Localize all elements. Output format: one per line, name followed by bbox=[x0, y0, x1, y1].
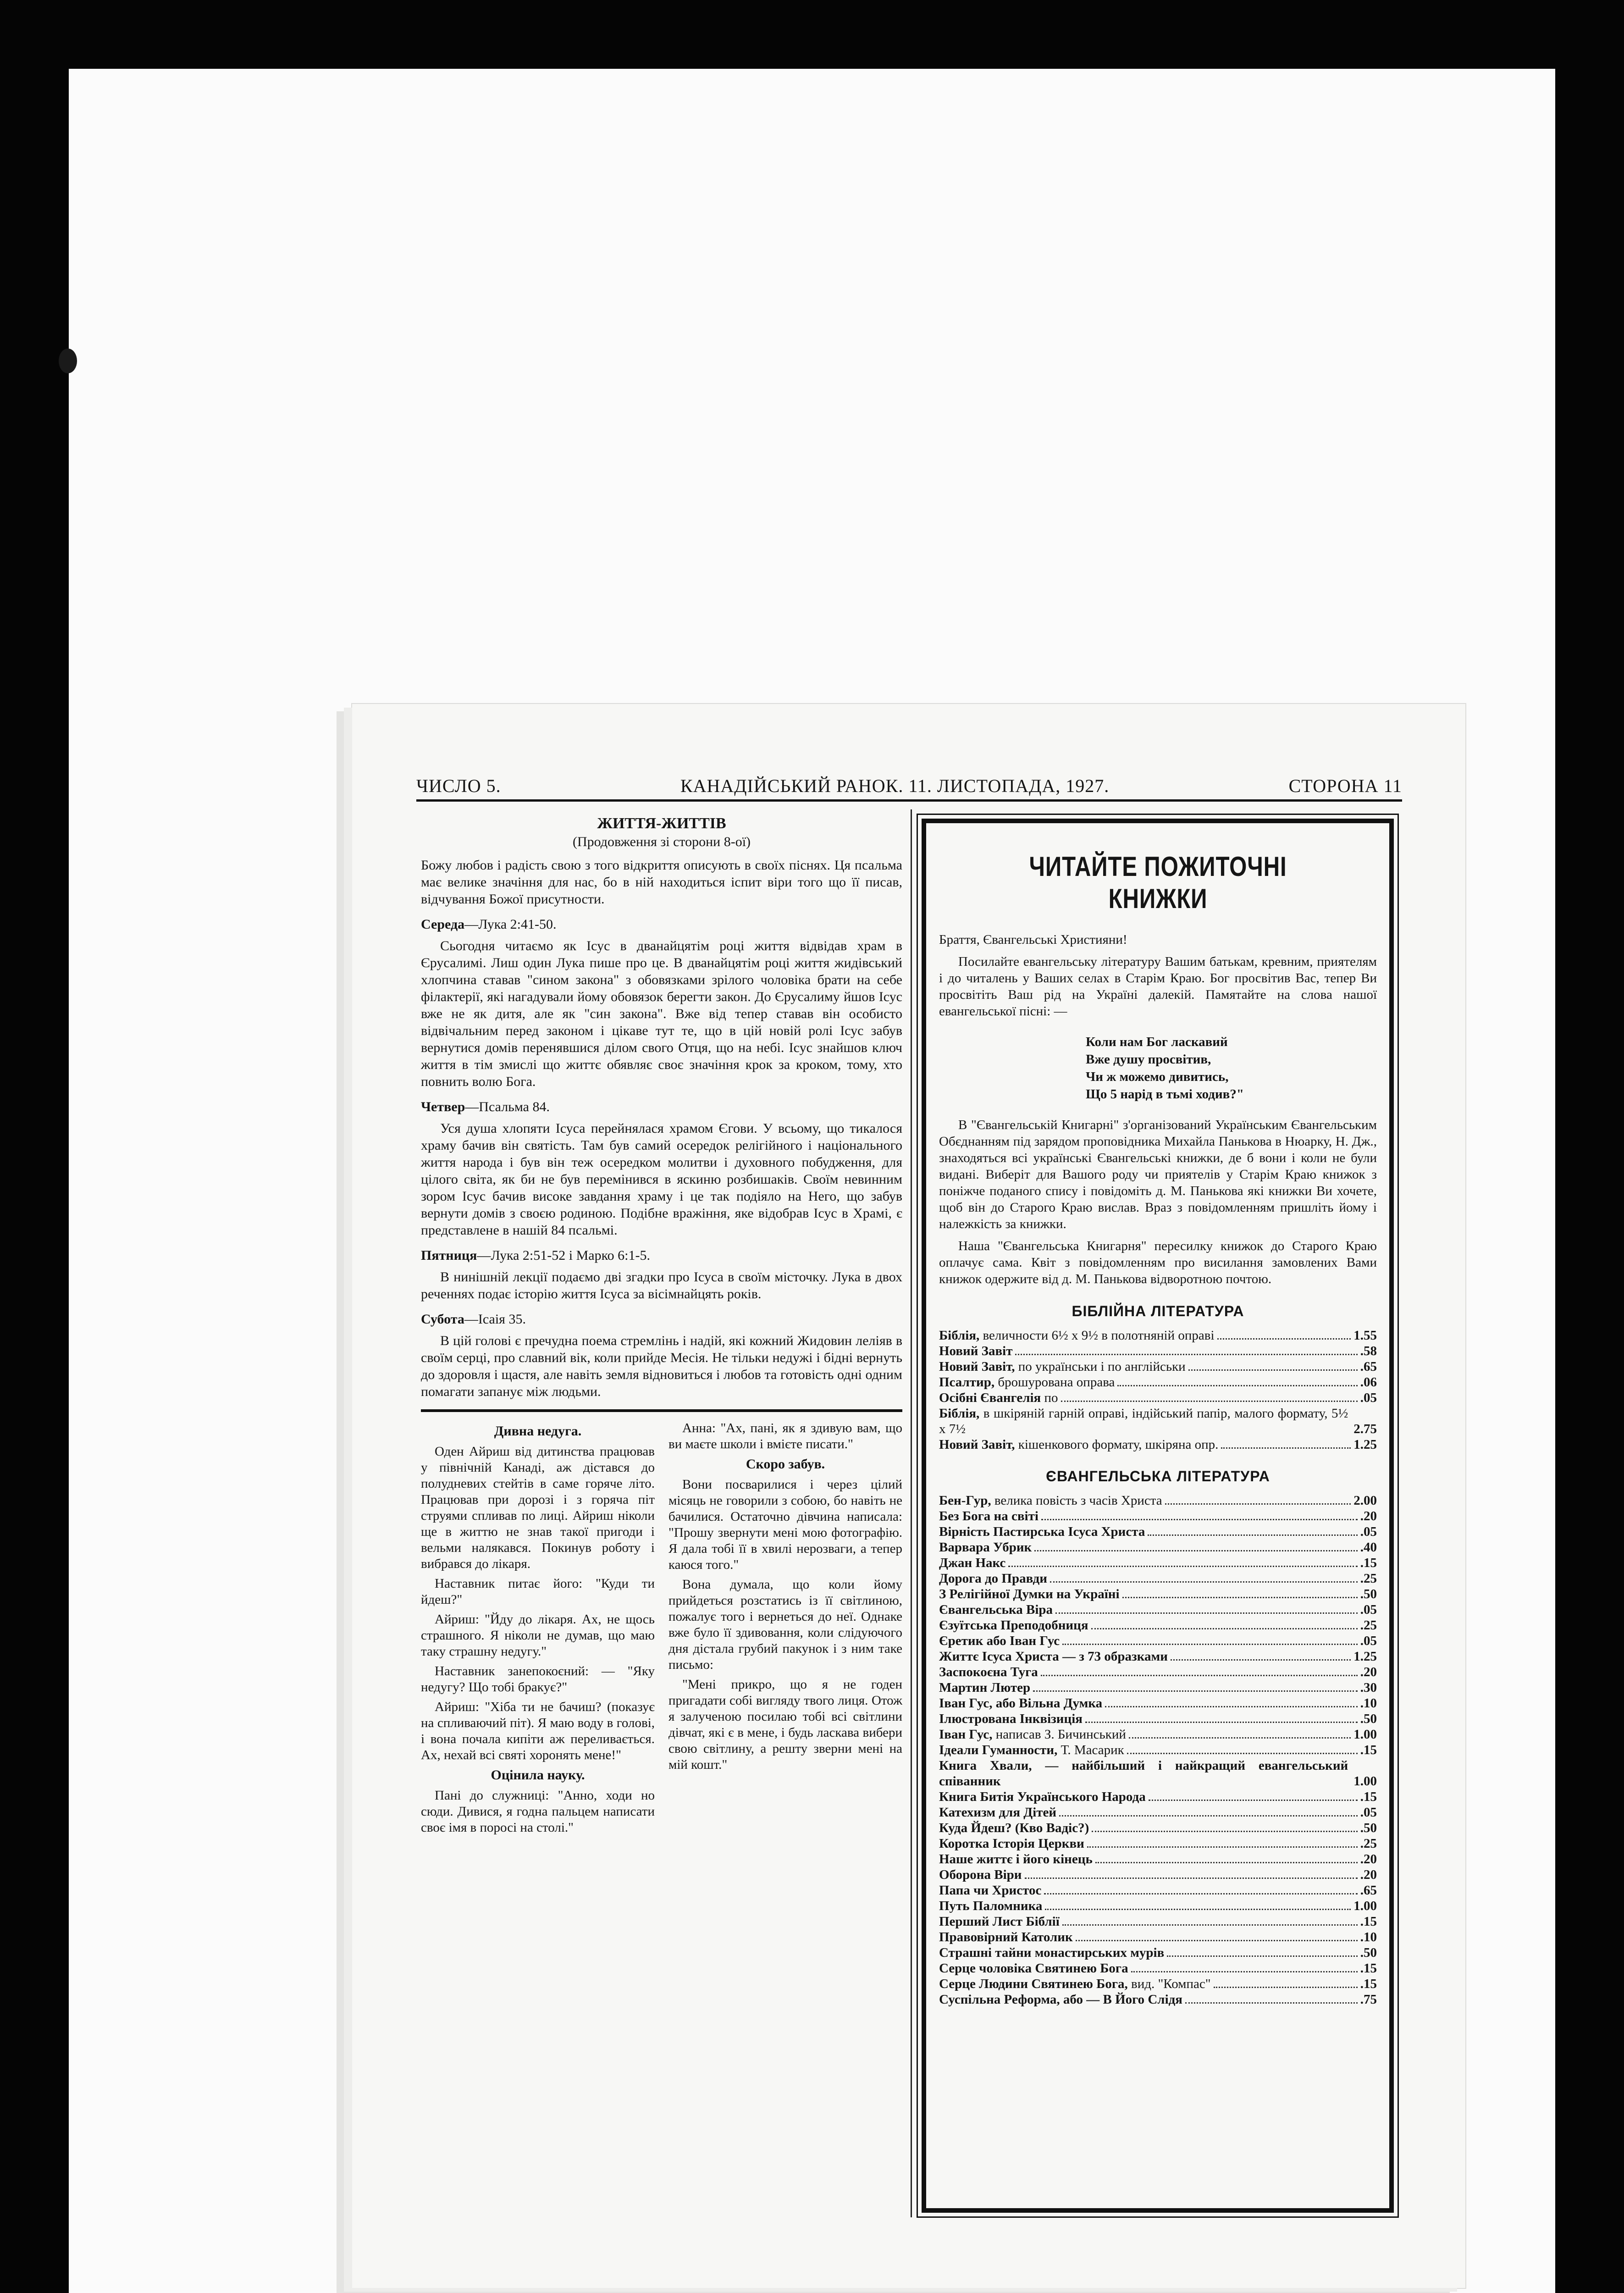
dot-leader bbox=[1062, 1924, 1358, 1926]
masthead-title: КАНАДІЙСЬКИЙ РАНОК. 11. ЛИСТОПАДА, 1927. bbox=[680, 775, 1110, 796]
book-list-item bbox=[939, 1851, 1377, 1867]
book-list-item bbox=[939, 1602, 1377, 1617]
book-price: .25 bbox=[1360, 1618, 1377, 1633]
hymn-line: Чи ж можемо дивитись, bbox=[1086, 1069, 1229, 1084]
book-title: Книга Хвали, — найбільший і найкращий евангельський співанник bbox=[939, 1758, 1348, 1789]
book-price: 1.25 bbox=[1353, 1649, 1377, 1664]
book-list-item bbox=[939, 1742, 1377, 1758]
dot-leader bbox=[1092, 1831, 1358, 1832]
dot-leader bbox=[1148, 1534, 1357, 1536]
book-price: .65 bbox=[1360, 1359, 1377, 1374]
dot-leader bbox=[1034, 1550, 1358, 1551]
book-title: Біблія, величности 6½ х 9½ в полотняній оправі bbox=[939, 1328, 1215, 1343]
book-title: Біблія, в шкіряній гарній оправі, індійський папір, малого формату, 5½ х 7½ bbox=[939, 1406, 1348, 1436]
book-list-item bbox=[939, 1976, 1377, 1992]
book-list-item bbox=[939, 1789, 1377, 1805]
book-title: Новий Завіт, по українськи і по англійськи bbox=[939, 1359, 1186, 1374]
book-price: .50 bbox=[1360, 1711, 1377, 1726]
book-price: .65 bbox=[1360, 1883, 1377, 1898]
dot-leader bbox=[1076, 1940, 1358, 1941]
book-list-item bbox=[939, 1571, 1377, 1586]
dot-leader bbox=[1061, 1401, 1358, 1402]
dot-leader bbox=[1062, 1644, 1358, 1645]
book-list-item bbox=[939, 1961, 1377, 1976]
book-price: .15 bbox=[1360, 1961, 1377, 1976]
newspaper-page bbox=[352, 704, 1465, 2288]
article-subtitle: (Продовження зі сторони 8-ої) bbox=[572, 834, 751, 849]
book-title: Папа чи Христос bbox=[939, 1883, 1042, 1898]
hymn-line: Що 5 нарід в тьмі ходив?" bbox=[1086, 1087, 1244, 1102]
joke-paragraph: Пані до служниці: "Анно, ходи но сюди. Дивися, я годна пальцем написати своє імя в поросі на столі." bbox=[421, 1788, 655, 1835]
microfilm-frame bbox=[69, 69, 1555, 2293]
book-title: Книга Битія Українського Народа bbox=[939, 1789, 1146, 1804]
book-list-item bbox=[939, 1820, 1377, 1836]
book-price: .25 bbox=[1360, 1571, 1377, 1586]
book-title: Іван Гус, написав З. Бичинський bbox=[939, 1727, 1126, 1742]
jokes-column-1 bbox=[421, 1420, 655, 1839]
book-list-item bbox=[939, 1374, 1377, 1390]
book-title: Серце Людини Святинею Бога, вид. "Компас" bbox=[939, 1977, 1211, 1991]
joke-title: Скоро забув. bbox=[746, 1457, 825, 1472]
dot-leader bbox=[1091, 1628, 1358, 1629]
issue-number: ЧИСЛО 5. bbox=[416, 775, 501, 796]
book-list-item bbox=[939, 1680, 1377, 1695]
dot-leader bbox=[1105, 1706, 1358, 1707]
bible-literature-heading: БІБЛІЙНА ЛІТЕРАТУРА bbox=[1072, 1303, 1244, 1319]
book-title: Варвара Убрик bbox=[939, 1540, 1032, 1555]
book-price: .25 bbox=[1360, 1836, 1377, 1851]
book-price: .05 bbox=[1360, 1602, 1377, 1617]
hymn-line: Вже душу просвітив, bbox=[1086, 1052, 1211, 1067]
day-text-friday: В нинішній лекції подаємо дві згадки про Ісуса в своїм місточку. Лука в двох реченнях подає історію життя Ісуса за вісімнайцять років. bbox=[421, 1269, 902, 1302]
book-list-item bbox=[939, 1437, 1377, 1452]
book-title: Єзуїтська Преподобниця bbox=[939, 1618, 1088, 1633]
dot-leader bbox=[1165, 1503, 1351, 1505]
ad-greeting: Браття, Євангельські Християни! bbox=[939, 932, 1127, 947]
book-title: Правовірний Католик bbox=[939, 1930, 1073, 1944]
joke-paragraph: Наставник питає його: "Куди ти йдеш?" bbox=[421, 1576, 655, 1607]
book-list-item bbox=[939, 1633, 1377, 1649]
book-title: Наше життє і його кінець bbox=[939, 1852, 1093, 1867]
book-list-item bbox=[939, 1883, 1377, 1898]
book-list-item bbox=[939, 1508, 1377, 1524]
book-price: .50 bbox=[1360, 1821, 1377, 1835]
book-list-item bbox=[939, 1805, 1377, 1820]
dot-leader bbox=[1131, 1971, 1358, 1972]
page-number: СТОРОНА 11 bbox=[1288, 775, 1402, 796]
book-title: Без Бога на світі bbox=[939, 1509, 1038, 1523]
book-list-item bbox=[939, 1867, 1377, 1883]
book-list-item bbox=[939, 1617, 1377, 1633]
book-title: Перший Лист Біблії bbox=[939, 1914, 1060, 1929]
book-title: Серце чоловіка Святинею Бога bbox=[939, 1961, 1128, 1976]
book-title: Коротка Історія Церкви bbox=[939, 1836, 1084, 1851]
book-title: Євангельська Віра bbox=[939, 1602, 1053, 1617]
book-list-item bbox=[939, 1328, 1377, 1343]
joke-paragraph: Вона думала, що коли йому прийдеться розстатись із її світлиною, пожалує того і вернеться до неї. Однаке вже було її здивовання, коли слідуючого дня дістала грубий пакунок і з ним таке письмо: bbox=[668, 1577, 902, 1672]
book-title: Іван Гус, або Вільна Думка bbox=[939, 1696, 1103, 1711]
book-list-item bbox=[939, 1929, 1377, 1945]
joke-paragraph: Айриш: "Хіба ти не бачиш? (показує на спливаючий піт). Я маю воду в голові, і вона почала кипіти аж переливається. Ах, нехай всі святі хоронять мене!" bbox=[421, 1700, 655, 1762]
section-divider bbox=[421, 1409, 902, 1412]
book-list-item bbox=[939, 1390, 1377, 1406]
book-title: Новий Завіт bbox=[939, 1344, 1013, 1358]
book-list-item bbox=[939, 1664, 1377, 1680]
dot-leader bbox=[1041, 1675, 1358, 1676]
dot-leader bbox=[1045, 1909, 1351, 1910]
dot-leader bbox=[1217, 1338, 1351, 1340]
evangelical-literature-heading: ЄВАНГЕЛЬСЬКА ЛІТЕРАТУРА bbox=[1046, 1468, 1270, 1484]
book-price: .30 bbox=[1360, 1680, 1377, 1695]
dot-leader bbox=[1041, 1519, 1358, 1520]
column-rule bbox=[911, 809, 912, 2217]
book-price: .10 bbox=[1360, 1696, 1377, 1711]
book-price: .20 bbox=[1360, 1867, 1377, 1882]
book-title: Осібні Євангелія по bbox=[939, 1390, 1058, 1405]
book-title: Куда Йдеш? (Кво Вадіс?) bbox=[939, 1821, 1089, 1835]
book-title: Джан Накс bbox=[939, 1556, 1006, 1570]
dot-leader bbox=[1059, 1815, 1358, 1817]
dot-leader bbox=[1185, 2002, 1358, 2004]
book-price: .15 bbox=[1360, 1977, 1377, 1991]
book-price: .50 bbox=[1360, 1945, 1377, 1960]
dot-leader bbox=[1085, 1722, 1358, 1723]
book-price: .20 bbox=[1360, 1509, 1377, 1523]
dot-leader bbox=[1050, 1581, 1358, 1583]
article-title: ЖИТТЯ-ЖИТТІВ bbox=[597, 815, 726, 832]
book-price: .10 bbox=[1360, 1930, 1377, 1944]
book-title: Заспокоєна Туга bbox=[939, 1665, 1038, 1679]
book-price: 1.00 bbox=[1353, 1727, 1377, 1742]
day-heading-wednesday: Середа—Лука 2:41-50. bbox=[421, 917, 557, 932]
book-title: Катехизм для Дітей bbox=[939, 1805, 1057, 1820]
dot-leader bbox=[1025, 1878, 1358, 1879]
dot-leader bbox=[1167, 1955, 1357, 1957]
book-price: .15 bbox=[1360, 1556, 1377, 1570]
book-list-item bbox=[939, 1649, 1377, 1664]
day-text-wednesday: Сьогодня читаємо як Ісус в дванайцятім році життя відвідав храм в Єрусалимі. Лиш один Лука пише про це. В дванайцятім році життя жидівський хлопчина ставав "сином закона" з обовязками зрілого чоловіка брати на себе філактерії, які нагадували йому обовязок берегти закон. До Єрусалиму йшов Ісус вже не як дитя, але як "син закона". Вже від тепер ставав він особисто відвічальним перед законом і цікаве тут те, що в цій новій ролі Ісус забув вернутися домів перенявшися ділом свого Отця, що на небі. Ісус знайшов ключ життя в тім змислі що життє обявляє своє значіння крок за кроком, тому, хто повнить волю Бога. bbox=[421, 938, 902, 1089]
book-list-item bbox=[939, 1727, 1377, 1742]
ad-paragraph: В "Євангельській Книгарні" з'організований Українським Євангельським Обєднанням під зарядом проповідника Михайла Панькова в Нюарку, Н. Дж., знаходяться всі українські Євангельські книжки, де б вони і коли не були видані. Виберіт для Вашого роду чи приятелів у Старім Краю книжок з поніжче поданого спису і повідоміть д. М. Панькова які книжки Ви хочете, щоб він до Старого Краю вислав. Враз з повідомленням пришліть йому і належкість за книжки. bbox=[939, 1118, 1377, 1231]
book-title: Суспільна Реформа, або — В Його Слідя bbox=[939, 1992, 1182, 2007]
book-title: Псалтир, брошурована оправа bbox=[939, 1375, 1115, 1390]
book-price: .50 bbox=[1360, 1587, 1377, 1601]
book-title: Життє Ісуса Христа — з 73 образками bbox=[939, 1649, 1168, 1664]
joke-paragraph: Оден Айриш від дитинства працював у північній Канаді, аж дістався до полудневих стейтів в саме горяче літо. Працював при дорозі і з горяча піт струями спливав по лиці. Айриш ніколи ще в життю не знав такої пригоди і вельми налякався. Покинув роботу і вибрався до лікаря. bbox=[421, 1444, 655, 1571]
dot-leader bbox=[1008, 1566, 1357, 1567]
book-price: .05 bbox=[1360, 1390, 1377, 1405]
book-price: .20 bbox=[1360, 1665, 1377, 1679]
jokes-column-2 bbox=[668, 1420, 902, 1839]
day-text-saturday: В цій голові є пречудна поема стремлінь і надій, які кожний Жидовин леліяв в своїм серці, про славний вік, коли прийде Месія. Не тільки недужі і бідні вернуть до здоровля і щастя, але навіть земля відновиться і любов та готовість одні одним помагати запанує між людьми. bbox=[421, 1333, 902, 1399]
dot-leader bbox=[1127, 1753, 1358, 1754]
book-title: Страшні тайни монастирських мурів bbox=[939, 1945, 1165, 1960]
joke-paragraph: Вони посварилися і через цілий місяць не говорили з собою, бо навіть не бачилися. Остаточно дівчина написала: "Прошу звернути мені мою фотографію. Я дала тобі її в хвилі нерозваги, а тепер каюся того." bbox=[668, 1477, 902, 1572]
book-price: .05 bbox=[1360, 1524, 1377, 1539]
dot-leader bbox=[1214, 1987, 1358, 1988]
book-title: З Релігійної Думки на Україні bbox=[939, 1587, 1120, 1601]
ad-paragraph: Посилайте евангельську літературу Вашим батькам, кревним, приятелям і до читалень у Ваших селах в Старім Краю. Бог просвітив Вас, тепер Ви просвітіть Ваш рід на Україні далекій. Памятайте на слова нашої евангельської пісні: — bbox=[939, 954, 1377, 1019]
advertisement-content bbox=[939, 842, 1377, 2007]
book-price: 1.25 bbox=[1353, 1437, 1377, 1452]
dot-leader bbox=[1221, 1447, 1351, 1449]
bookstore-advertisement bbox=[922, 819, 1394, 2213]
joke-paragraph: Анна: "Ах, пані, як я здивую вам, що ви маєте школи і вмієте писати." bbox=[668, 1421, 902, 1451]
book-list-item bbox=[939, 1711, 1377, 1727]
film-scratch bbox=[59, 349, 77, 373]
book-title: Бен-Гур, велика повість з часів Христа bbox=[939, 1493, 1162, 1508]
dot-leader bbox=[1122, 1597, 1358, 1598]
book-list-item bbox=[939, 1992, 1377, 2007]
book-list-item bbox=[939, 1343, 1377, 1359]
book-list-item bbox=[939, 1524, 1377, 1540]
book-list-item bbox=[939, 1914, 1377, 1929]
dot-leader bbox=[1055, 1612, 1358, 1614]
book-list-item bbox=[939, 1898, 1377, 1914]
day-text-thursday: Уся душа хлопяти Ісуса перейнялася храмом Єгови. У всьому, що тикалося храму бачив він святість. Там був самий осередок релігійного і національного життя народа і був він теж осередком молитви і духовного побудження, для цілого світа, як би не був перемінився в яскиню розбишаків. Своїм невинним зором Ісус бачив високе завдання храму і це так подіяло на Него, що забув вернути домів з своєю родиною. Подібне вражіння, яке відобрав Ісус в Храмі, є представлене в нашій 84 псальмі. bbox=[421, 1121, 902, 1238]
book-price: .75 bbox=[1360, 1992, 1377, 2007]
day-heading-friday: Пятниця—Лука 2:51-52 і Марко 6:1-5. bbox=[421, 1248, 650, 1263]
dot-leader bbox=[1033, 1690, 1358, 1692]
book-list-item bbox=[939, 1945, 1377, 1961]
header-rule bbox=[416, 799, 1402, 802]
hymn-quote bbox=[1086, 1033, 1377, 1103]
day-heading-saturday: Субота—Ісаія 35. bbox=[421, 1312, 526, 1327]
book-title: Єретик або Іван Гус bbox=[939, 1634, 1060, 1648]
book-list-item bbox=[939, 1586, 1377, 1602]
joke-paragraph: Айриш: "Йду до лікаря. Ах, не щось страшного. Я ніколи не думав, що маю таку страшну недугу." bbox=[421, 1612, 655, 1659]
dot-leader bbox=[1117, 1385, 1357, 1386]
book-price: .06 bbox=[1360, 1375, 1377, 1390]
book-price: .05 bbox=[1360, 1634, 1377, 1648]
jokes-section bbox=[421, 1420, 902, 1839]
book-price: 1.00 bbox=[1353, 1899, 1377, 1913]
book-title: Новий Завіт, кішенкового формату, шкіряна опр. bbox=[939, 1437, 1219, 1452]
book-title: Оборона Віри bbox=[939, 1867, 1022, 1882]
book-list-item bbox=[939, 1540, 1377, 1555]
dot-leader bbox=[1171, 1659, 1351, 1661]
book-list-item bbox=[939, 1695, 1377, 1711]
book-list-item bbox=[939, 1493, 1377, 1508]
book-list-item bbox=[939, 1406, 1377, 1437]
book-title: Путь Паломника bbox=[939, 1899, 1043, 1913]
book-price: .20 bbox=[1360, 1852, 1377, 1867]
book-price: .15 bbox=[1360, 1914, 1377, 1929]
dot-leader bbox=[1129, 1737, 1351, 1739]
book-list-item bbox=[939, 1555, 1377, 1571]
day-heading-thursday: Четвер—Псальма 84. bbox=[421, 1099, 550, 1114]
book-title: Ілюстрована Інквізиція bbox=[939, 1711, 1083, 1726]
book-price: .15 bbox=[1360, 1789, 1377, 1804]
book-price: .58 bbox=[1360, 1344, 1377, 1358]
dot-leader bbox=[1149, 1800, 1358, 1801]
page-header bbox=[416, 768, 1402, 797]
book-title: Ідеали Гуманности, Т. Масарик bbox=[939, 1743, 1124, 1757]
joke-title: Оцінила науку. bbox=[491, 1767, 585, 1783]
book-list-item bbox=[939, 1758, 1377, 1789]
article-intro: Божу любов і радість свою з того відкриття описують в своїх піснях. Ця псальма має велике значіння для нас, бо в ній находиться іспит віри того що її писав, відчування Божої присутности. bbox=[421, 858, 902, 907]
left-column bbox=[421, 814, 902, 1839]
book-price: 2.75 bbox=[1353, 1422, 1377, 1436]
dot-leader bbox=[1015, 1354, 1357, 1355]
dot-leader bbox=[1188, 1369, 1358, 1371]
joke-paragraph: "Мені прикро, що я не годен пригадати собі вигляду твого лиця. Отож я залученою посилаю тобі всі світлини дівчат, які є в мене, і будь ласкава вибери свою світлину, а решту зверни мені на мій кошт." bbox=[668, 1677, 902, 1772]
advertisement-title: ЧИТАЙТЕ ПОЖИТОЧНІ КНИЖКИ bbox=[1029, 851, 1287, 914]
joke-title: Дивна недуга. bbox=[494, 1423, 582, 1439]
book-title: Мартин Лютер bbox=[939, 1680, 1031, 1695]
book-price: .40 bbox=[1360, 1540, 1377, 1555]
book-price: 1.55 bbox=[1353, 1328, 1377, 1343]
ad-paragraph: Наша "Євангельська Книгарня" пересилку книжок до Старого Краю оплачує сама. Квіт з повідомленням про висилання замовлених Вами книжок одержите від д. М. Панькова відворотною почтою. bbox=[939, 1239, 1377, 1286]
book-list-item bbox=[939, 1359, 1377, 1374]
hymn-line: Коли нам Бог ласкавий bbox=[1086, 1035, 1228, 1049]
book-price: 2.00 bbox=[1353, 1493, 1377, 1508]
book-price: .05 bbox=[1360, 1805, 1377, 1820]
bible-literature-list bbox=[939, 1328, 1377, 1452]
dot-leader bbox=[1044, 1893, 1357, 1894]
dot-leader bbox=[1095, 1862, 1358, 1863]
dot-leader bbox=[1087, 1846, 1358, 1848]
book-title: Дорога до Правди bbox=[939, 1571, 1047, 1586]
evangelical-literature-list bbox=[939, 1493, 1377, 2007]
book-price: 1.00 bbox=[1353, 1774, 1377, 1789]
book-list-item bbox=[939, 1836, 1377, 1851]
joke-paragraph: Наставник занепокоєний: — "Яку недугу? Що тобі бракує?" bbox=[421, 1664, 655, 1695]
book-price: .15 bbox=[1360, 1743, 1377, 1757]
book-title: Вірність Пастирська Ісуса Христа bbox=[939, 1524, 1145, 1539]
